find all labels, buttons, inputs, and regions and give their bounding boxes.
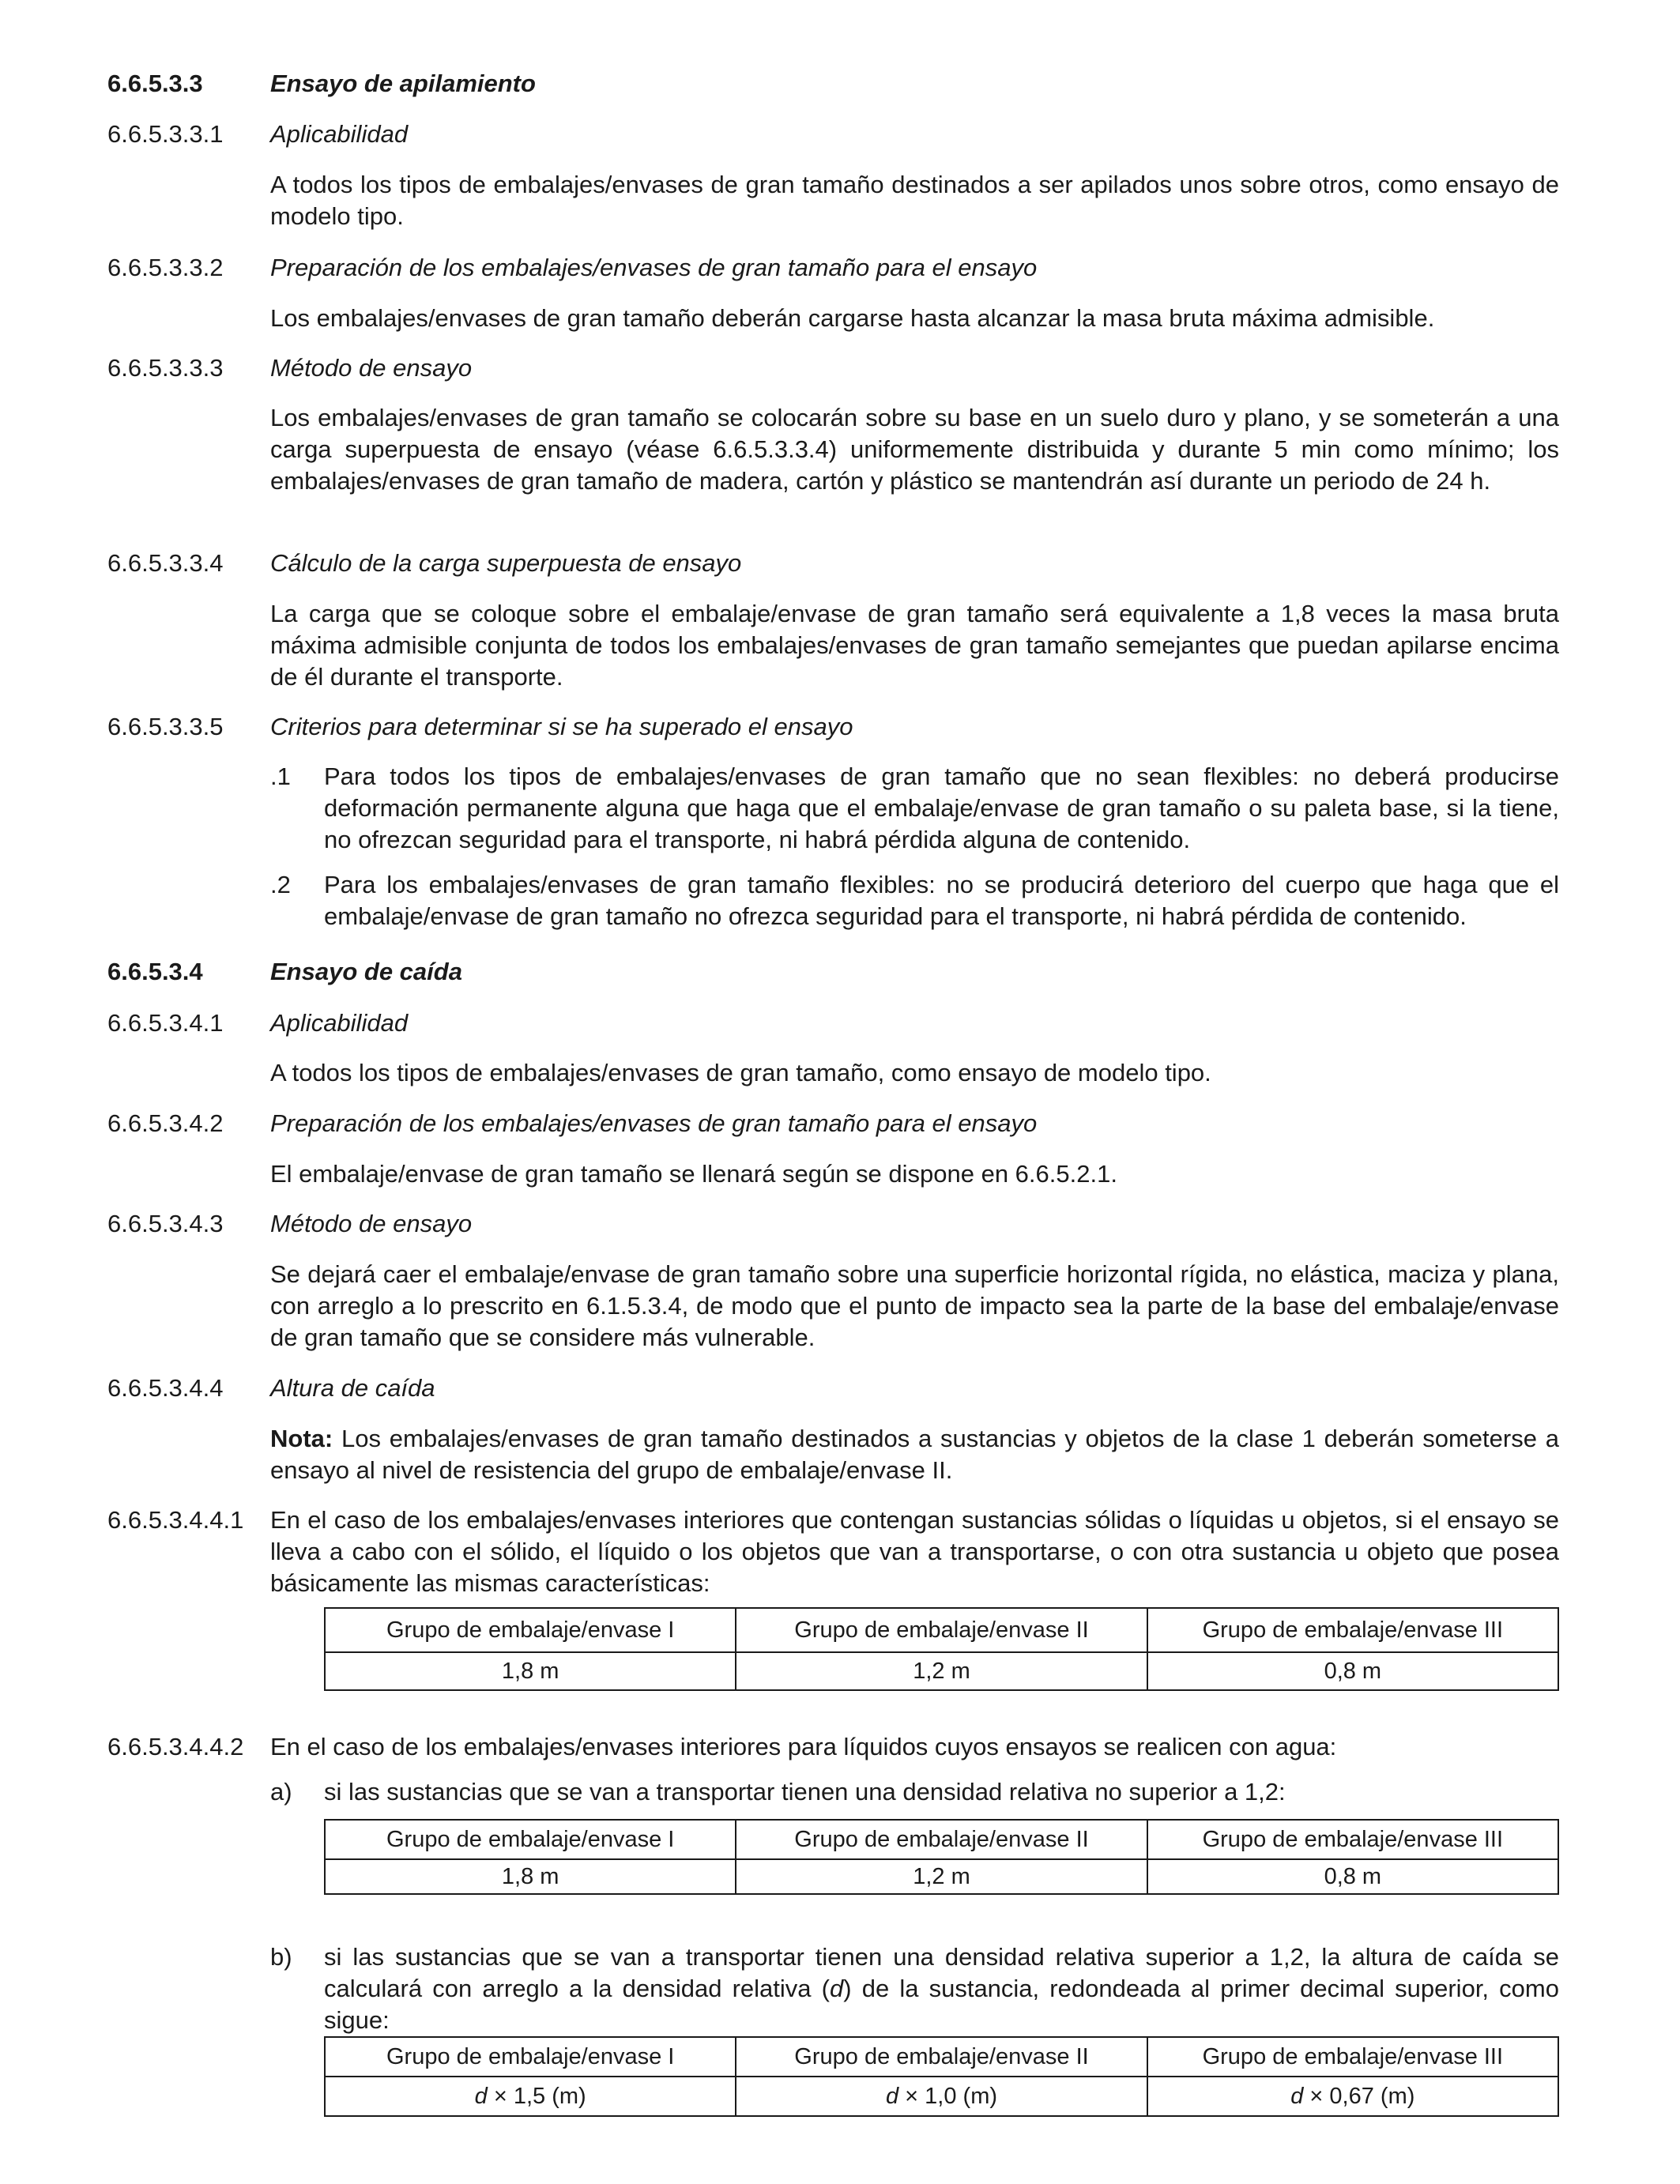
- drop-height-table: [324, 1819, 1559, 1895]
- formula-text: × 1,0 (m): [898, 2083, 998, 2109]
- list-item-text: Para los embalajes/envases de gran tamaño flexibles: no se producirá deterioro del cuerpo que haga que el embalaje/envase de gran tamaño no ofrezca seguridad para el transporte, ni habrá pérdida de contenido.: [324, 871, 1559, 930]
- table-cell: [736, 2077, 1147, 2116]
- section-number: 6.6.5.3.3: [107, 70, 203, 97]
- subsection-title: Aplicabilidad: [270, 120, 409, 148]
- table-cell: 1,8 m: [325, 1652, 736, 1690]
- subsection-number: 6.6.5.3.3.3: [107, 354, 224, 382]
- table-cell: 1,2 m: [736, 1652, 1147, 1690]
- list-item-label: b): [270, 1943, 292, 1971]
- table-header-cell: Grupo de embalaje/envase I: [325, 1608, 736, 1652]
- paragraph: En el caso de los embalajes/envases interiores para líquidos cuyos ensayos se realicen con agua:: [270, 1733, 1337, 1760]
- subsection-number: 6.6.5.3.4.2: [107, 1109, 224, 1137]
- paragraph: Los embalajes/envases de gran tamaño se colocarán sobre su base en un suelo duro y plano, y se someterán a una carga superpuesta de ensayo (véase 6.6.5.3.3.4) uniformemente distribuida y durante 5 min como mínimo; los embalajes/envases de gran tamaño de madera, cartón y plástico se mantendrán así durante un periodo de 24 h.: [270, 404, 1559, 495]
- subsection-title: Método de ensayo: [270, 354, 473, 382]
- table-cell: [1147, 2077, 1558, 2116]
- subsection-title: Preparación de los embalajes/envases de gran tamaño para el ensayo: [270, 254, 1038, 281]
- table-header-row: [325, 1820, 1558, 1859]
- subsection-number: 6.6.5.3.4.4: [107, 1374, 224, 1402]
- paragraph: En el caso de los embalajes/envases interiores que contengan sustancias sólidas o líquidas u objetos, si el ensayo se lleva a cabo con el sólido, el líquido o los objetos que van a transportarse, o con otra sustancia u objeto que posea básicamente las mismas características:: [270, 1506, 1559, 1597]
- table-row: [325, 1859, 1558, 1894]
- subsection-number: 6.6.5.3.3.1: [107, 120, 224, 148]
- paragraph: El embalaje/envase de gran tamaño se llenará según se dispone en 6.6.5.2.1.: [270, 1160, 1117, 1188]
- table-header-cell: Grupo de embalaje/envase II: [736, 1820, 1147, 1859]
- table-row: [325, 2077, 1558, 2116]
- table-header-cell: Grupo de embalaje/envase I: [325, 1820, 736, 1859]
- table-header-cell: Grupo de embalaje/envase III: [1147, 1820, 1558, 1859]
- subsection-title: Altura de caída: [270, 1374, 435, 1402]
- section-title: Ensayo de apilamiento: [270, 70, 536, 97]
- subsection-title: Método de ensayo: [270, 1210, 473, 1237]
- subsection-number: 6.6.5.3.3.4: [107, 549, 224, 577]
- text-part: ) de la sustancia, redondeada al primer decimal superior, como sigue:: [324, 1975, 1559, 2034]
- table-cell: 1,2 m: [736, 1859, 1147, 1894]
- table-header-cell: Grupo de embalaje/envase I: [325, 2037, 736, 2077]
- subsection-number: 6.6.5.3.4.1: [107, 1009, 224, 1037]
- list-item-text: Para todos los tipos de embalajes/envases de gran tamaño que no sean flexibles: no deberá producirse deformación permanente alguna que haga que el embalaje/envase de gran tamaño o su paleta base, si la tiene, no ofrezcan seguridad para el transporte, ni habrá pérdida alguna de contenido.: [324, 763, 1559, 853]
- list-item-text: [324, 1941, 1559, 2036]
- table-cell: [325, 2077, 736, 2116]
- drop-height-table: [324, 1607, 1559, 1691]
- subsection-title: Preparación de los embalajes/envases de gran tamaño para el ensayo: [270, 1109, 1038, 1137]
- table-cell: 0,8 m: [1147, 1652, 1558, 1690]
- paragraph: Se dejará caer el embalaje/envase de gran tamaño sobre una superficie horizontal rígida, no elástica, maciza y plana, con arreglo a lo prescrito en 6.1.5.3.4, de modo que el punto de impacto sea la parte de la base del embalaje/envase de gran tamaño que se considere más vulnerable.: [270, 1260, 1559, 1351]
- section-number: 6.6.5.3.4: [107, 958, 203, 985]
- list-item-label: .2: [270, 871, 291, 898]
- table-header-cell: Grupo de embalaje/envase II: [736, 1608, 1147, 1652]
- table-header-cell: Grupo de embalaje/envase III: [1147, 1608, 1558, 1652]
- list-item-text: si las sustancias que se van a transportar tienen una densidad relativa no superior a 1,2:: [324, 1778, 1286, 1806]
- table-header-row: [325, 2037, 1558, 2077]
- subsection-title: Cálculo de la carga superpuesta de ensayo: [270, 549, 742, 577]
- paragraph: Los embalajes/envases de gran tamaño deberán cargarse hasta alcanzar la masa bruta máxima admisible.: [270, 304, 1435, 332]
- paragraph: A todos los tipos de embalajes/envases de gran tamaño, como ensayo de modelo tipo.: [270, 1059, 1211, 1086]
- subsection-title: Criterios para determinar si se ha superado el ensayo: [270, 713, 853, 740]
- text-part: si las sustancias que se van a transportar tienen una densidad relativa superior a 1,2, la altura de caída se calculará con arreglo a la densidad relativa (: [324, 1943, 1559, 2002]
- subsection-number: 6.6.5.3.3.2: [107, 254, 224, 281]
- variable-d: d: [829, 1975, 844, 2002]
- paragraph: La carga que se coloque sobre el embalaje/envase de gran tamaño será equivalente a 1,8 veces la masa bruta máxima admisible conjunta de todos los embalajes/envases de gran tamaño semejantes que puedan apilarse encima de él durante el transporte.: [270, 600, 1559, 691]
- variable-d: d: [1290, 2083, 1304, 2109]
- list-item-label: .1: [270, 763, 291, 790]
- variable-d: d: [474, 2083, 488, 2109]
- paragraph: A todos los tipos de embalajes/envases de gran tamaño destinados a ser apilados unos sobre otros, como ensayo de modelo tipo.: [270, 171, 1559, 230]
- table-header-cell: Grupo de embalaje/envase III: [1147, 2037, 1558, 2077]
- variable-d: d: [885, 2083, 899, 2109]
- drop-height-table: [324, 2036, 1559, 2117]
- list-item-label: a): [270, 1778, 292, 1806]
- clause-number: 6.6.5.3.4.4.2: [107, 1733, 244, 1760]
- table-cell: 0,8 m: [1147, 1859, 1558, 1894]
- note-label: Nota:: [270, 1425, 333, 1452]
- clause-number: 6.6.5.3.4.4.1: [107, 1506, 244, 1534]
- subsection-number: 6.6.5.3.4.3: [107, 1210, 224, 1237]
- subsection-title: Aplicabilidad: [270, 1009, 409, 1037]
- formula-text: × 0,67 (m): [1303, 2083, 1415, 2109]
- table-cell: 1,8 m: [325, 1859, 736, 1894]
- formula-text: × 1,5 (m): [487, 2083, 586, 2109]
- table-row: [325, 1652, 1558, 1690]
- note-text: Los embalajes/envases de gran tamaño destinados a sustancias y objetos de la clase 1 deberán someterse a ensayo al nivel de resistencia del grupo de embalaje/envase II.: [270, 1425, 1559, 1484]
- section-title: Ensayo de caída: [270, 958, 462, 985]
- subsection-number: 6.6.5.3.3.5: [107, 713, 224, 740]
- note: [270, 1423, 1559, 1486]
- table-header-cell: Grupo de embalaje/envase II: [736, 2037, 1147, 2077]
- table-header-row: [325, 1608, 1558, 1652]
